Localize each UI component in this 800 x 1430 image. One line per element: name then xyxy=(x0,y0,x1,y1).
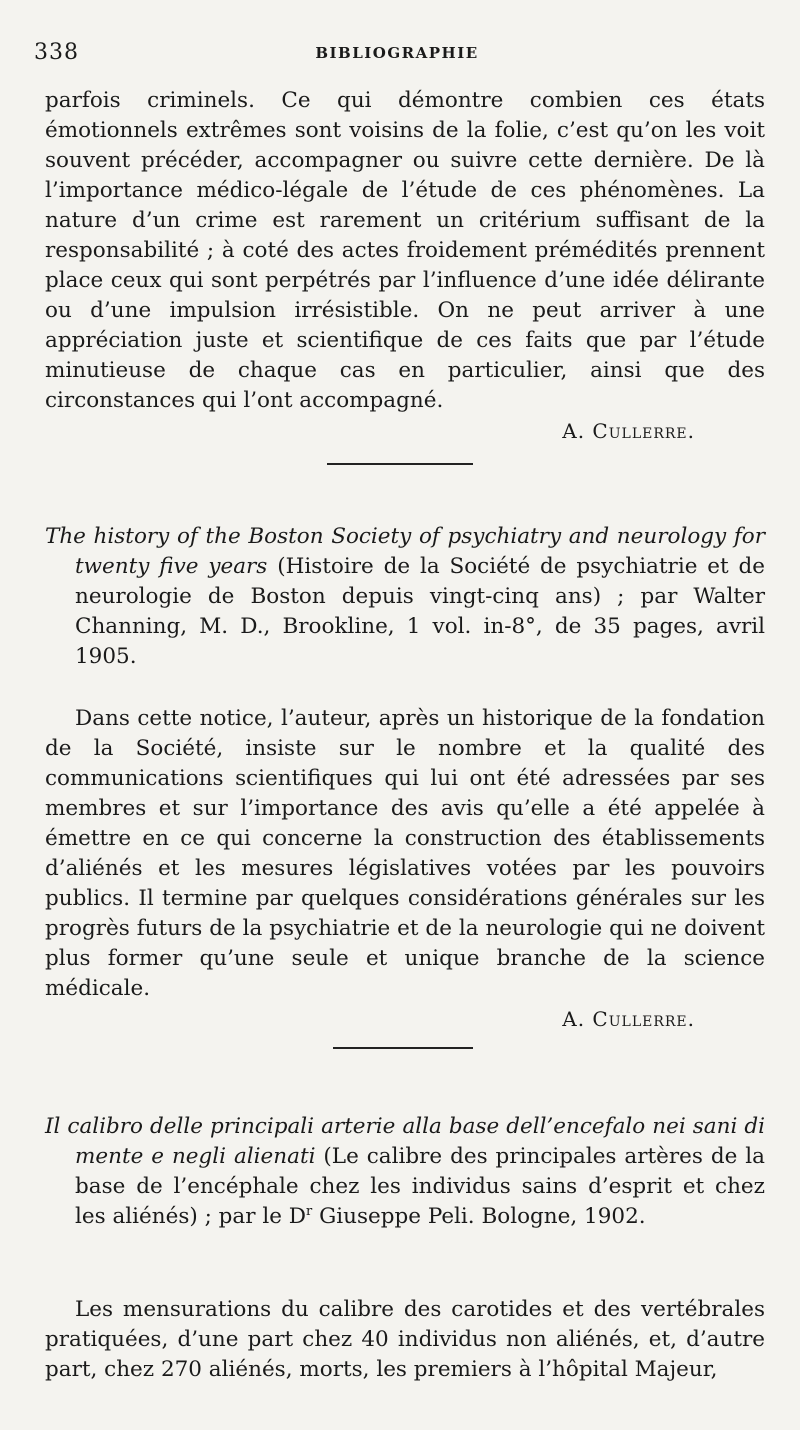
review-signature: A. Cullerre. xyxy=(562,419,695,443)
entry-summary-paragraph: Dans cette notice, l’auteur, après un historique de la fondation de la Société, insiste sur le nombre et la qualité des communications scientifiques qui lui ont été adressées par ses membres et sur l’importance des avis qu’elle a été appelée à émettre en ce qui concerne la construction des établissements d’aliénés et les mesures législatives votées par les pouvoirs publics. Il termine par quelques considérations générales sur les progrès futurs de la psychiatrie et de la neurologie qui ne doivent plus former qu’une seule et unique branche de la science médicale. xyxy=(45,706,765,1001)
entry-signature: A. Cullerre. xyxy=(562,1007,695,1031)
entry-title: The history of the Boston Society of psychiatry and neurology for twenty five years xyxy=(45,524,765,579)
entry-title: Il calibro delle principali arterie alla base dell’encefalo nei sani di mente e negli alienati xyxy=(45,1114,765,1169)
entry-summary-peli xyxy=(45,1295,765,1385)
running-title: BIBLIOGRAPHIE xyxy=(315,44,479,62)
review-continuation xyxy=(45,86,765,446)
section-divider xyxy=(327,463,473,465)
page-header xyxy=(34,40,760,70)
entry-summary-boston-society xyxy=(45,704,765,1034)
entry-details: (Histoire de la Société de psychiatrie et de neurologie de Boston depuis vingt-cinq ans) ; par Walter Channing, M. D., Brookline, 1 vol. in-8°, de 35 pages, avril 1905. xyxy=(75,554,766,669)
section-divider xyxy=(333,1047,473,1049)
entry-citation xyxy=(45,522,765,672)
entry-citation xyxy=(45,1112,765,1232)
review-paragraph: parfois criminels. Ce qui démontre combien ces états émotionnels extrêmes sont voisins de la folie, c’est qu’on les voit souvent précéder, accompagner ou suivre cette dernière. De là l’importance médico-légale de l’étude de ces phénomènes. La nature d’un crime est rarement un critérium suffisant de la responsabilité ; à coté des actes froidement prémédités prennent place ceux qui sont perpétrés par l’influence d’une idée délirante ou d’une impulsion irrésistible. On ne peut arriver à une appréciation juste et scientifique de ces faits que par l’étude minutieuse de chaque cas en particulier, ainsi que des circonstances qui l’ont accompagné. xyxy=(45,88,765,413)
entry-summary-paragraph: Les mensurations du calibre des carotides et des vertébrales pratiquées, d’une part chez 40 individus non aliénés, et, d’autre part, chez 270 aliénés, morts, les premiers à l’hôpital Majeur, xyxy=(45,1297,765,1382)
entry-details: (Le calibre des principales artères de la base de l’encéphale chez les individus sains d’esprit et chez les aliénés) ; par le $D^r$ Giuseppe Peli. Bologne, 1902. xyxy=(75,1144,765,1229)
bibliography-entry-boston-society xyxy=(45,522,765,672)
page-number: 338 xyxy=(34,40,79,65)
bibliography-entry-peli xyxy=(45,1112,765,1232)
